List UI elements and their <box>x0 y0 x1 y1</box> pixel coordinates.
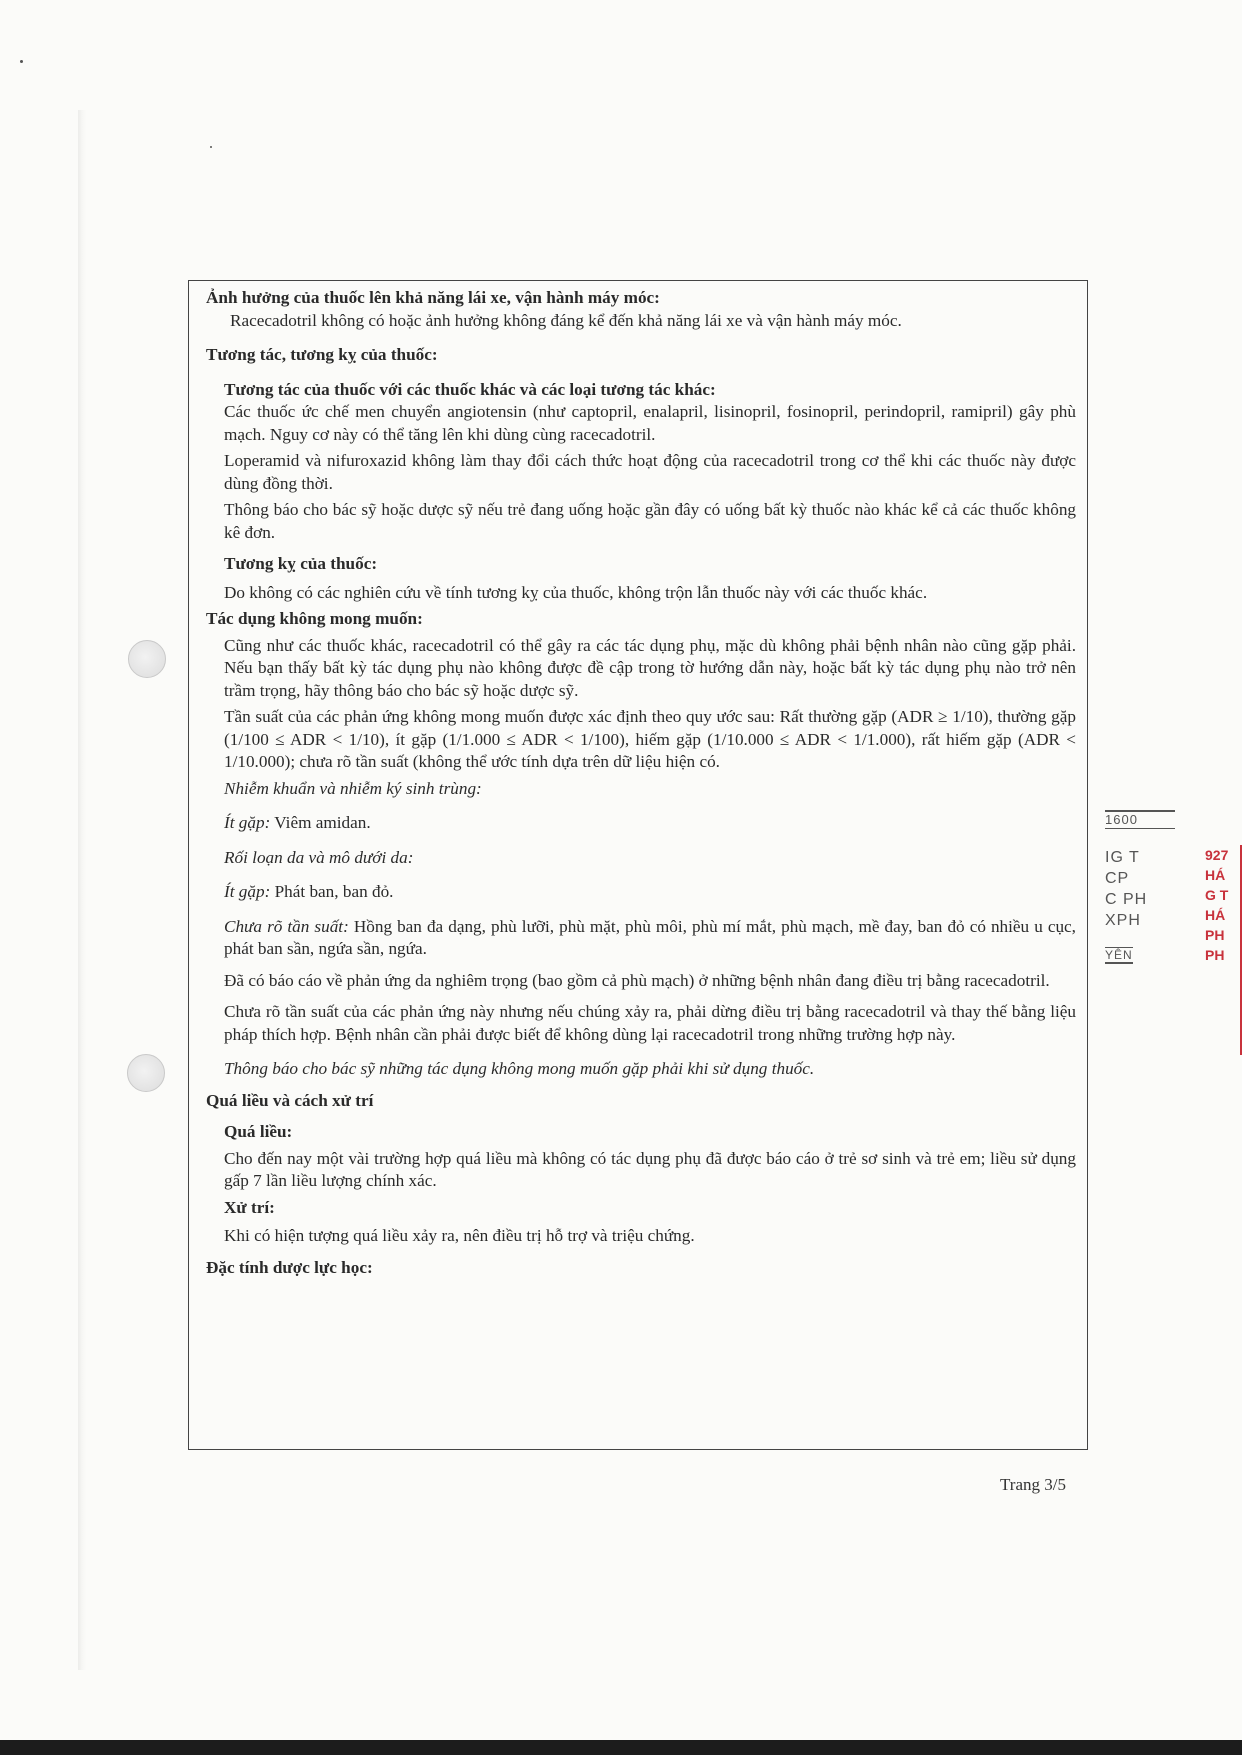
scan-edge-left <box>78 110 86 1670</box>
stamp-line: YÊN <box>1105 948 1133 962</box>
heading-interactions: Tương tác, tương kỵ của thuốc: <box>206 345 438 364</box>
paragraph-incompatibility: Do không có các nghiên cứu về tính tương kỵ của thuốc, không trộn lẫn thuốc này với các thuốc khác. <box>224 582 928 602</box>
label-uncommon: Ít gặp: <box>224 882 271 901</box>
scan-speck <box>210 146 212 148</box>
stamp-line: PH <box>1205 947 1225 963</box>
paragraph-management: Khi có hiện tượng quá liều xảy ra, nên điều trị hỗ trợ và triệu chứng. <box>224 1226 695 1245</box>
label-uncommon: Ít gặp: <box>224 813 271 832</box>
subheading-management: Xử trí: <box>224 1197 275 1217</box>
paragraph-notice: Thông báo cho bác sỹ những tác dụng không mong muốn gặp phải khi sử dụng thuốc. <box>224 1059 815 1078</box>
text-unknown-frequency: Hồng ban đa dạng, phù lưỡi, phù mặt, phù môi, phù mí mắt, phù mạch, mề đay, ban đỏ có nhiều u cục, phát ban sần, ngứa sần, ngứa. <box>224 916 1076 958</box>
stamp-line: PH <box>1205 927 1225 943</box>
scan-speck <box>20 60 23 63</box>
heading-overdose: Quá liều và cách xử trí <box>206 1090 374 1110</box>
paragraph-severe-reactions: Đã có báo cáo về phản ứng da nghiêm trọng (bao gồm cả phù mạch) ở những bệnh nhân đang điều trị bằng racecadotril. <box>224 970 1050 990</box>
stamp-line: CP <box>1105 870 1130 887</box>
paragraph-stop-treatment: Chưa rõ tần suất của các phản ứng này nhưng nếu chúng xảy ra, phải dừng điều trị bằng racecadotril và thay thế bằng liệu pháp thích hợp. Bệnh nhân cần phải được biết để không dùng lại racecadotril trong những trường hợp này. <box>224 1002 1076 1044</box>
subheading-drug-interactions: Tương tác của thuốc với các thuốc khác và các loại tương tác khác: <box>224 379 716 399</box>
subheading-infections: Nhiễm khuẩn và nhiễm ký sinh trùng: <box>224 778 482 798</box>
text-rash: Phát ban, ban đỏ. <box>270 882 394 901</box>
punch-hole <box>128 640 166 678</box>
item-skin <box>200 881 1076 904</box>
stamp-line: IG T <box>1105 849 1140 866</box>
stamp-line: C PH <box>1105 891 1148 908</box>
heading-side-effects: Tác dụng không mong muốn: <box>206 609 423 628</box>
stamp-line: 1600 <box>1105 810 1175 829</box>
item-infections <box>200 812 1076 835</box>
document-body <box>200 287 1076 1279</box>
paragraph-ace-inhibitors: Các thuốc ức chế men chuyển angiotensin (như captopril, enalapril, lisinopril, fosinopril, perindopril, ramipril) gây phù mạch. Nguy cơ này có thể tăng lên khi dùng cùng racecadotril. <box>224 402 1076 444</box>
punch-hole <box>127 1054 165 1092</box>
page-number: Trang 3/5 <box>1000 1475 1066 1494</box>
subheading-skin-disorders: Rối loạn da và mô dưới da: <box>224 847 414 867</box>
heading-driving: Ảnh hưởng của thuốc lên khả năng lái xe, vận hành máy móc: <box>206 288 660 307</box>
text-tonsillitis: Viêm amidan. <box>270 813 371 832</box>
label-unknown-frequency: Chưa rõ tần suất: <box>224 916 349 936</box>
item-unknown-frequency <box>200 916 1076 961</box>
stamp-fragment-gray <box>1105 810 1175 965</box>
paragraph-side-effects-intro: Cũng như các thuốc khác, racecadotril có thể gây ra các tác dụng phụ, mặc dù không phải bệnh nhân nào cũng gặp phải. Nếu bạn thấy bất kỳ tác dụng phụ nào không được đề cập trong tờ hướng dẫn này, hoặc bất kỳ tác dụng phụ nào trở nên trầm trọng, hãy thông báo cho bác sỹ hoặc dược sỹ. <box>224 635 1076 700</box>
paragraph-frequency-convention: Tần suất của các phản ứng không mong muốn được xác định theo quy ước sau: Rất thường gặp (ADR ≥ 1/10), thường gặp (1/100 ≤ ADR < 1/10), ít gặp (1/1.000 ≤ ADR < 1/100), hiếm gặp (1/10.000 ≤ ADR < 1/1.000), rất hiếm gặp (ADR < 1/10.000); chưa rõ tần suất (không thể ước tính dựa trên dữ liệu hiện có. <box>224 707 1076 771</box>
paragraph-overdose: Cho đến nay một vài trường hợp quá liều mà không có tác dụng phụ đã được báo cáo ở trẻ sơ sinh và trẻ em; liều sử dụng gấp 7 lần liều lượng chính xác. <box>224 1148 1076 1190</box>
stamp-line: XPH <box>1105 912 1141 929</box>
stamp-fragment-red <box>1205 845 1242 1055</box>
subheading-incompatibility: Tương kỵ của thuốc: <box>224 554 378 573</box>
scan-edge-bottom <box>0 1740 1242 1755</box>
stamp-line: 927 <box>1205 847 1229 863</box>
stamp-line: HÁ <box>1205 867 1226 883</box>
stamp-line: G T <box>1205 887 1229 903</box>
subheading-overdose: Quá liều: <box>224 1122 293 1141</box>
stamp-line: HÁ <box>1205 907 1226 923</box>
paragraph-loperamide: Loperamid và nifuroxazid không làm thay đổi cách thức hoạt động của racecadotril trong cơ thể khi các thuốc này được dùng đồng thời. <box>224 451 1076 493</box>
paragraph-notify-doctor: Thông báo cho bác sỹ hoặc dược sỹ nếu trẻ đang uống hoặc gần đây có uống bất kỳ thuốc nào khác kể cả các thuốc không kê đơn. <box>224 500 1076 542</box>
heading-pharmacodynamics: Đặc tính dược lực học: <box>206 1257 373 1277</box>
paragraph-driving: Racecadotril không có hoặc ảnh hưởng không đáng kể đến khả năng lái xe và vận hành máy móc. <box>230 310 902 330</box>
